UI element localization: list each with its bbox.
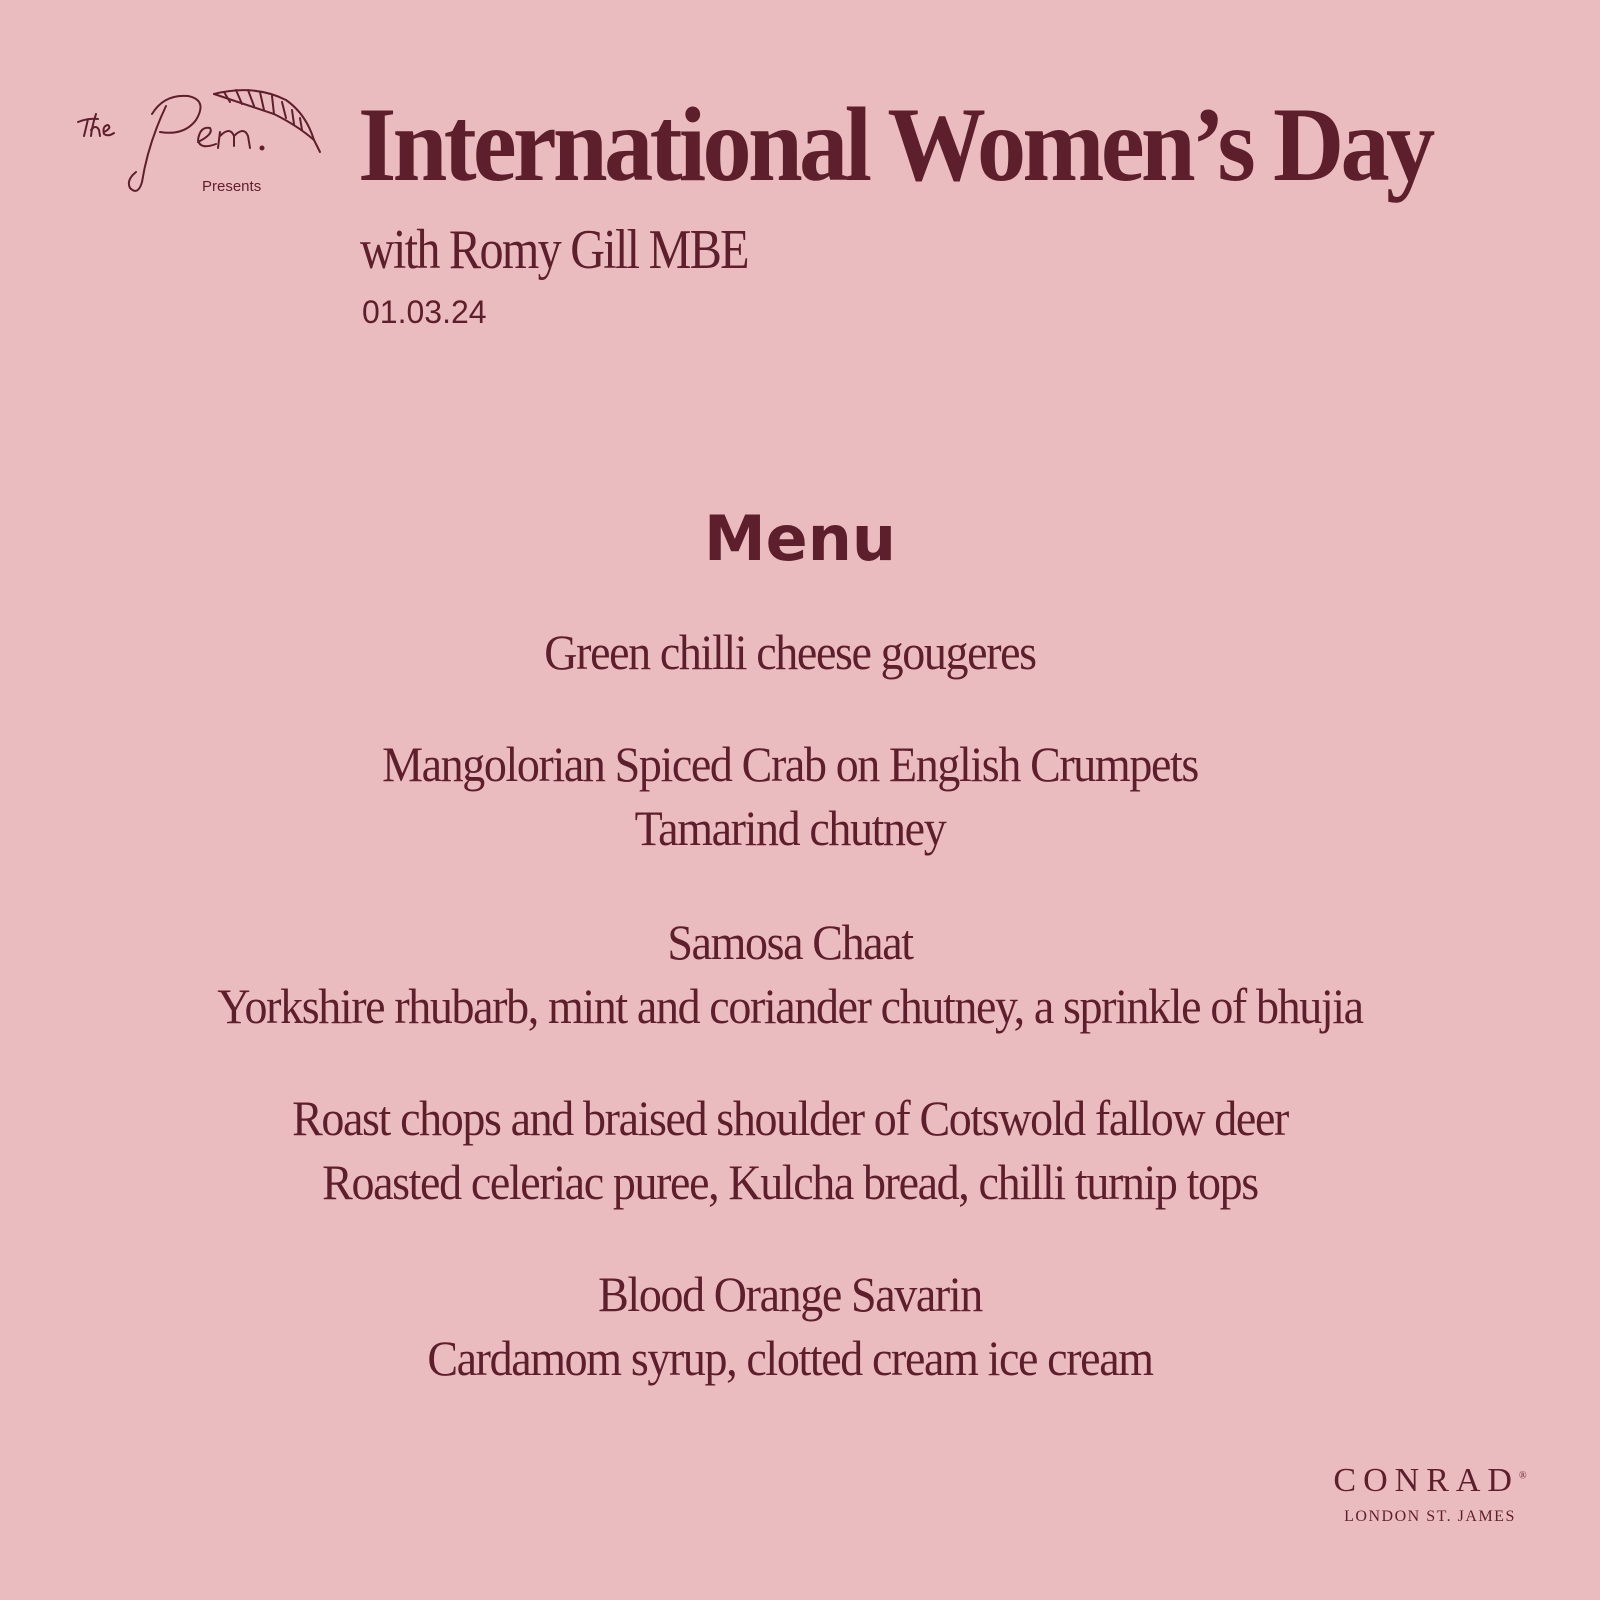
event-subtitle: with Romy Gill MBE	[360, 219, 748, 281]
the-pem-logo	[74, 84, 324, 204]
menu-course	[155, 910, 1425, 1038]
course-detail: Yorkshire rhubarb, mint and coriander chutney, a sprinkle of bhujia	[217, 978, 1363, 1034]
event-title: International Women’s Day	[358, 86, 1432, 203]
menu-course	[155, 1262, 1425, 1390]
course-detail: Cardamom syrup, clotted cream ice cream	[427, 1330, 1153, 1386]
course-title: Roast chops and braised shoulder of Cotswold fallow deer	[292, 1090, 1288, 1146]
course-title: Blood Orange Savarin	[598, 1266, 982, 1322]
registered-mark-icon: ®	[1518, 1470, 1527, 1482]
event-date: 01.03.24	[362, 294, 487, 330]
course-title: Samosa Chaat	[667, 914, 913, 970]
menu-course	[155, 620, 1425, 684]
brand-location: LONDON ST. JAMES	[1344, 1508, 1516, 1525]
course-title: Green chilli cheese gougeres	[544, 624, 1036, 680]
menu-heading: Menu	[703, 502, 897, 575]
conrad-logo	[1330, 1464, 1530, 1526]
course-detail: Roasted celeriac puree, Kulcha bread, chilli turnip tops	[322, 1154, 1258, 1210]
presents-label: Presents	[202, 178, 262, 195]
course-title: Mangolorian Spiced Crab on English Crumpets	[382, 736, 1198, 792]
course-detail: Tamarind chutney	[634, 800, 946, 856]
brand-name: CONRAD	[1333, 1462, 1519, 1499]
feather-logo-icon	[74, 84, 324, 204]
menu-course	[155, 732, 1425, 860]
menu-course	[155, 1086, 1425, 1214]
